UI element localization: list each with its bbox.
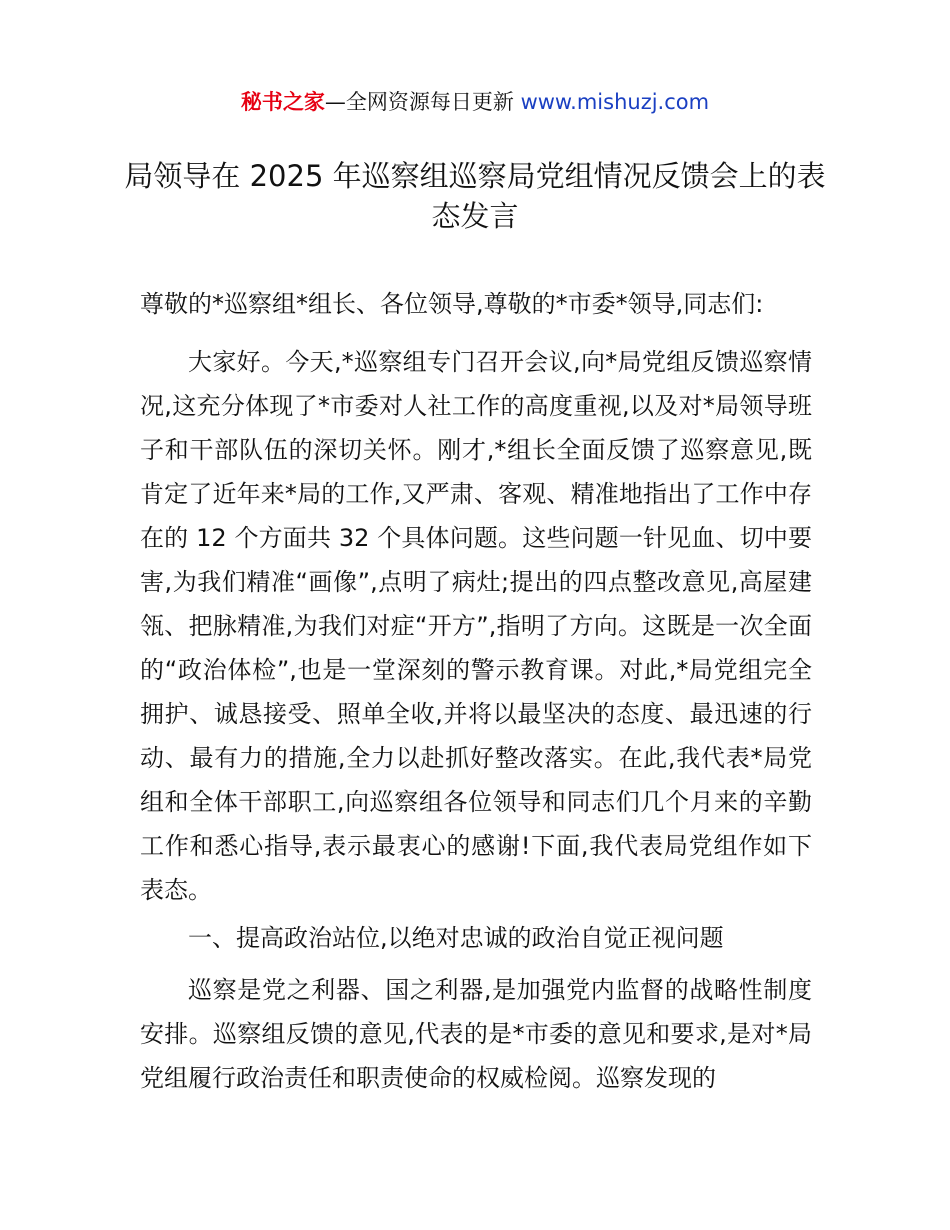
site-header	[0, 86, 950, 118]
header-tagline: —全网资源每日更新	[324, 90, 514, 114]
salutation-line: 尊敬的*巡察组*组长、各位领导,尊敬的*市委*领导,同志们:	[140, 290, 764, 318]
site-url-link[interactable]: www.mishuzj.com	[520, 90, 710, 114]
paragraph-opening: 大家好。今天,*巡察组专门召开会议,向*局党组反馈巡察情况,这充分体现了*市委对人社工作的高度重视,以及对*局领导班子和干部队伍的深切关怀。刚才,*组长全面反馈了巡察意见,既肯定了近年来*局的工作,又严肃、客观、精准地指出了工作中存在的 12 个方面共 32 个具体问题。这些问题一针见血、切中要害,为我们精准“画像”,点明了病灶;提出的四点整改意见,高屋建瓴、把脉精准,为我们对症“开方”,指明了方向。这既是一次全面的“政治体检”,也是一堂深刻的警示教育课。对此,*局党组完全拥护、诚恳接受、照单全收,并将以最坚决的态度、最迅速的行动、最有力的措施,全力以赴抓好整改落实。在此,我代表*局党组和全体干部职工,向巡察组各位领导和同志们几个月来的辛勤工作和悉心指导,表示最衷心的感谢!下面,我代表局党组作如下表态。	[140, 348, 812, 904]
paragraph-section-1: 巡察是党之利器、国之利器,是加强党内监督的战略性制度安排。巡察组反馈的意见,代表的是*市委的意见和要求,是对*局党组履行政治责任和职责使命的权威检阅。巡察发现的	[140, 976, 812, 1092]
document-body	[140, 282, 812, 1100]
brand-name: 秘书之家	[240, 90, 325, 114]
section-heading-1: 一、提高政治站位,以绝对忠诚的政治自觉正视问题	[188, 924, 724, 952]
document-title: 局领导在 2025 年巡察组巡察局党组情况反馈会上的表态发言	[124, 159, 826, 233]
